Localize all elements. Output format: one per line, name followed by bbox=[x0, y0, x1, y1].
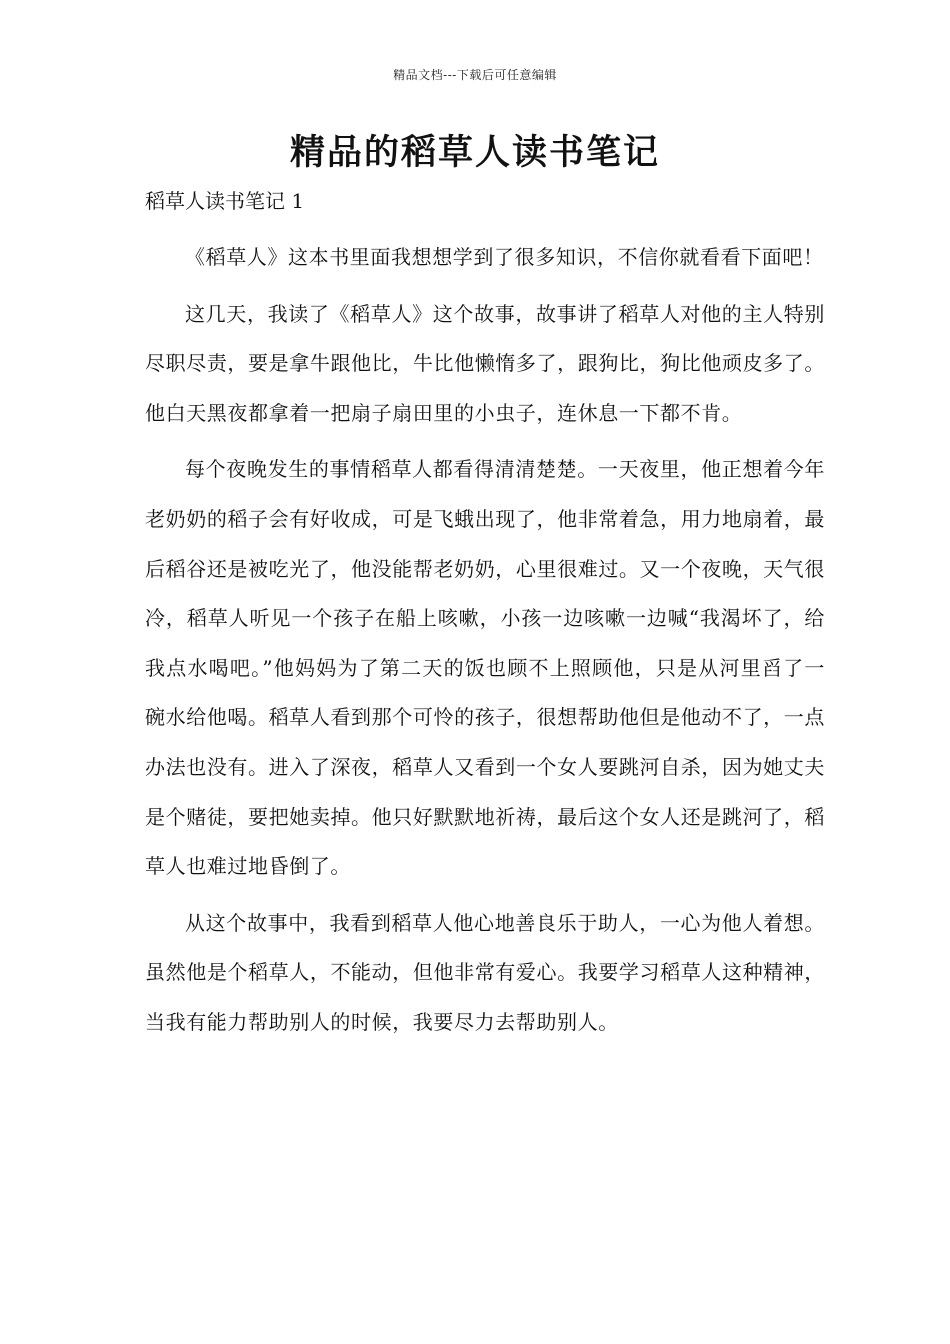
header-note: 精品文档---下载后可任意编辑 bbox=[393, 68, 557, 82]
section-subtitle: 稻草人读书笔记 1 bbox=[145, 189, 305, 213]
paragraph-1: 《稻草人》这本书里面我想想学到了很多知识，不信你就看看下面吧！ bbox=[185, 245, 824, 269]
paragraph-3: 每个夜晚发生的事情稻草人都看得清清楚楚。一天夜里，他正想着今年老奶奶的稻子会有好收成，可是飞蛾出现了，他非常着急，用力地扇着，最后稻谷还是被吃光了，他没能帮老奶奶，心里很难过。又一个夜晚，天气很冷，稻草人听见一个孩子在船上咳嗽，小孩一边咳嗽一边喊“我渴坏了，给我点水喝吧。”他妈妈为了第二天的饭也顾不上照顾他，只是从河里舀了一碗水给他喝。稻草人看到那个可怜的孩子，很想帮助他但是他动不了，一点办法也没有。进入了深夜，稻草人又看到一个女人要跳河自杀，因为她丈夫是个赌徒，要把她卖掉。他只好默默地祈祷，最后这个女人还是跳河了，稻草人也难过地昏倒了。 bbox=[145, 457, 825, 879]
document-title: 精品的稻草人读书笔记 bbox=[289, 133, 660, 173]
body-text bbox=[145, 233, 825, 1055]
paragraph-4: 从这个故事中，我看到稻草人他心地善良乐于助人，一心为他人着想。虽然他是个稻草人，不能动，但他非常有爱心。我要学习稻草人这种精神，当我有能力帮助别人的时候，我要尽力去帮助别人。 bbox=[145, 910, 825, 1034]
paragraph-2: 这几天，我读了《稻草人》这个故事，故事讲了稻草人对他的主人特别尽职尽责，要是拿牛跟他比，牛比他懒惰多了，跟狗比，狗比他顽皮多了。他白天黑夜都拿着一把扇子扇田里的小虫子，连休息一下都不肯。 bbox=[145, 301, 825, 425]
